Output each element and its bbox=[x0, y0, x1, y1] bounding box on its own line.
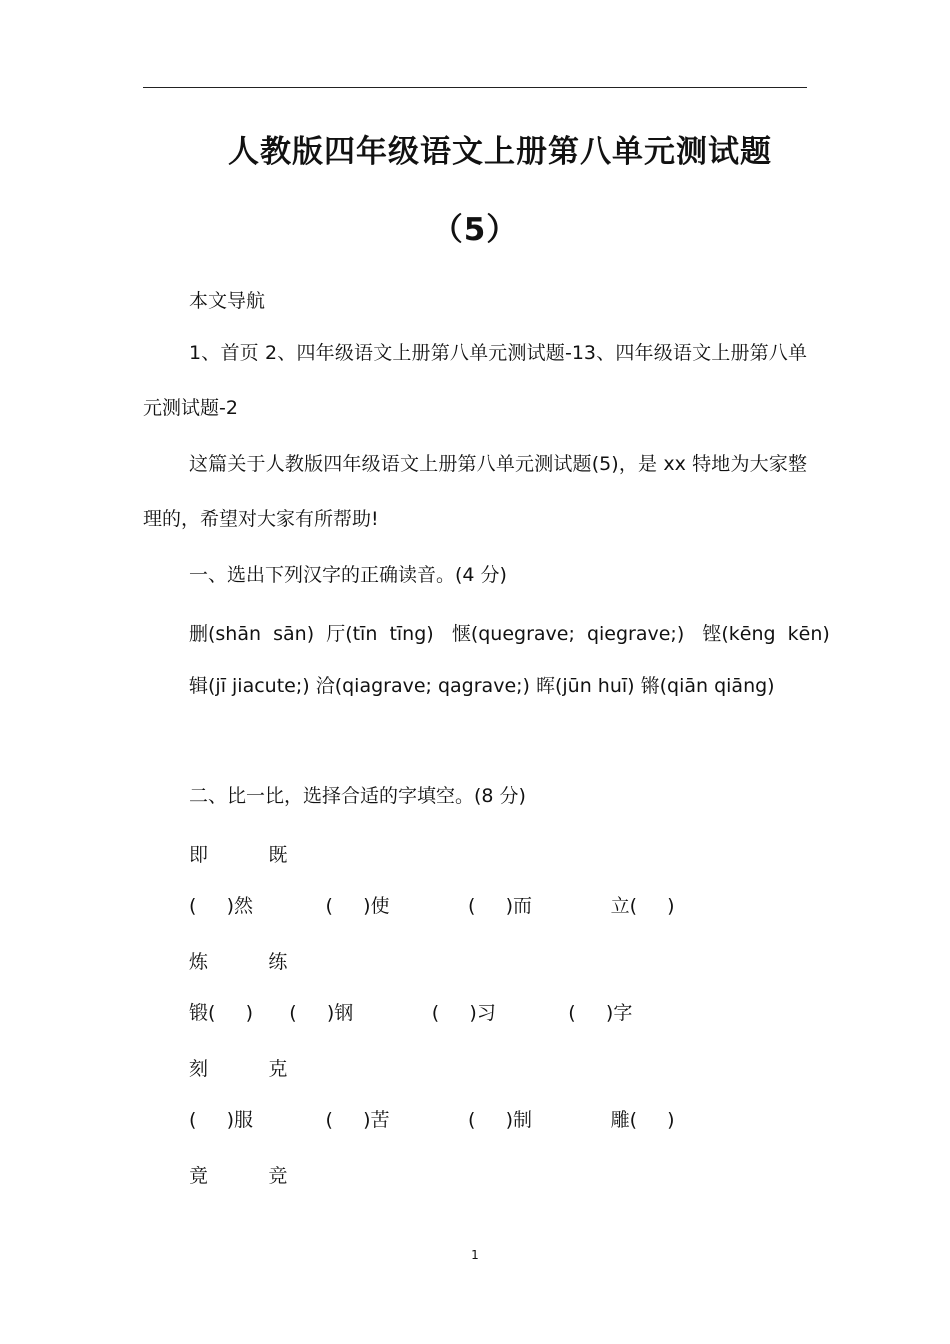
pinyin-row-2: 辑(jī jiacute;) 洽(qiagrave; qagrave;) 晖(jūn huī) 锵(qiān qiāng) bbox=[189, 675, 775, 697]
char-pair-2: 炼 练 bbox=[189, 951, 288, 973]
char-pair-4: 竟 竞 bbox=[189, 1165, 288, 1187]
pinyin-row-1: 删(shān sān) 厅(tīn tīng) 惬(quegrave; qiegrave;) 铿(kēng kēn) bbox=[189, 623, 830, 645]
intro-paragraph: 这篇关于人教版四年级语文上册第八单元测试题(5)，是 xx 特地为大家整理的，希望对大家有所帮助! bbox=[143, 453, 807, 530]
blank-row-1: ( )然 ( )使 ( )而 立( ) bbox=[189, 895, 675, 917]
nav-links[interactable]: 1、首页 2、四年级语文上册第八单元测试题-13、四年级语文上册第八单元测试题-2 bbox=[143, 342, 807, 419]
page-number: 1 bbox=[471, 1248, 479, 1262]
char-pair-1: 即 既 bbox=[189, 844, 288, 866]
blank-row-2: 锻( ) ( )钢 ( )习 ( )字 bbox=[189, 1002, 633, 1024]
blank-row-3: ( )服 ( )苦 ( )制 雕( ) bbox=[189, 1109, 675, 1131]
document-title: 人教版四年级语文上册第八单元测试题 bbox=[228, 134, 772, 170]
document-title-number: （5） bbox=[431, 212, 519, 248]
char-pair-3: 刻 克 bbox=[189, 1058, 288, 1080]
header-rule bbox=[143, 87, 807, 88]
section1-heading: 一、选出下列汉字的正确读音。(4 分) bbox=[189, 564, 507, 586]
section2-heading: 二、比一比，选择合适的字填空。(8 分) bbox=[189, 785, 526, 807]
nav-label: 本文导航 bbox=[189, 290, 266, 312]
